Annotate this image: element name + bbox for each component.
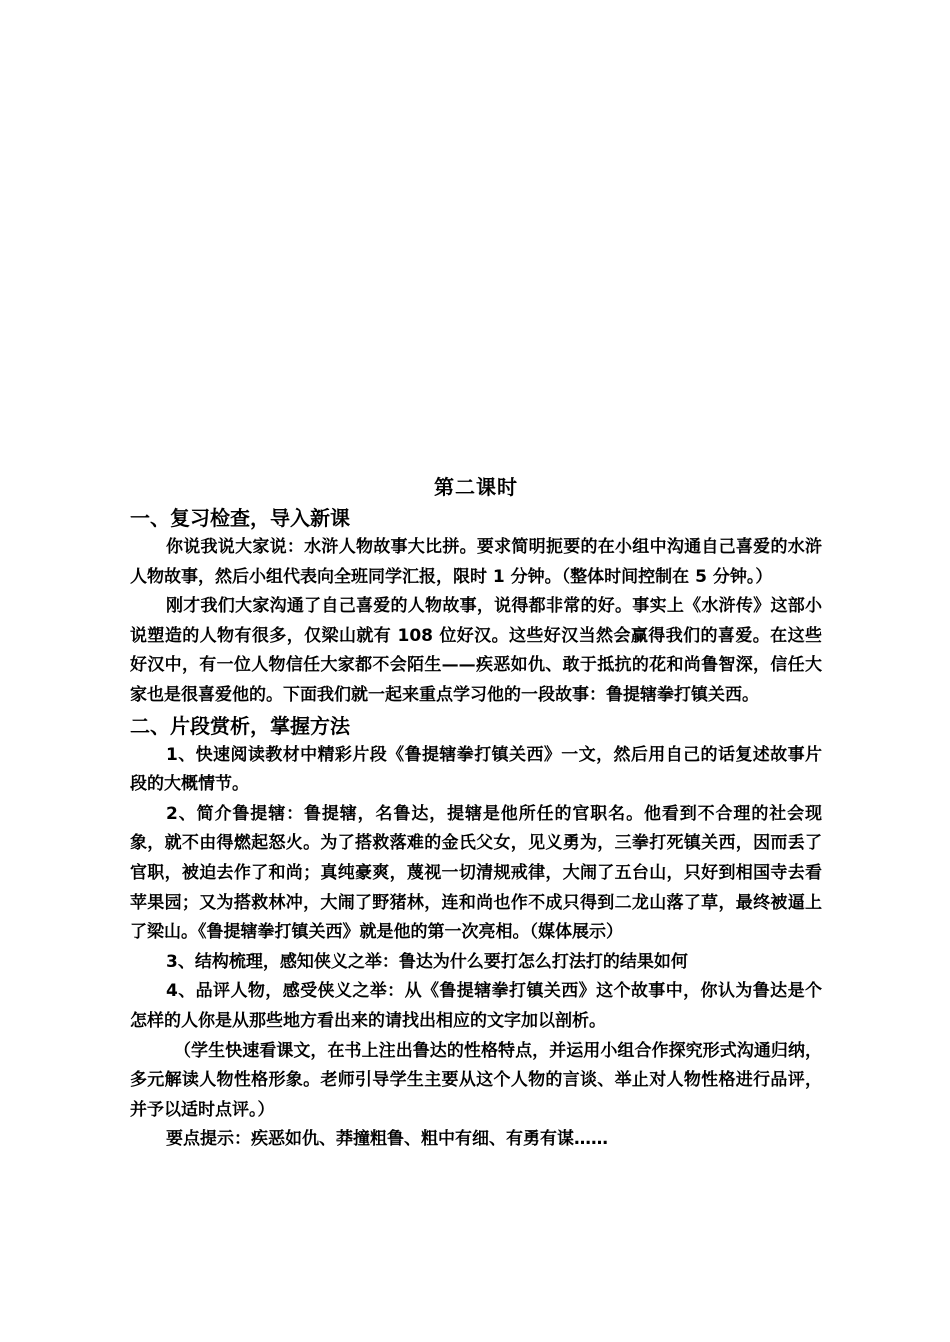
- section-2-paragraph-2: 2、简介鲁提辖：鲁提辖，名鲁达，提辖是他所任的官职名。他看到不合理的社会现象，就不由得燃起怒火。为了搭救落难的金氏父女，见义勇为，三拳打死镇关西，因而丢了官职，被迫去作了和尚；真纯豪爽，蔑视一切清规戒律，大闹了五台山，只好到相国寺去看苹果园；又为搭救林冲，大闹了野猪林，连和尚也作不成只得到二龙山落了草，最终被逼上了梁山。《鲁提辖拳打镇关西》就是他的第一次亮相。（媒体展示）: [130, 803, 822, 943]
- section-1-heading: 一、复习检查，导入新课: [130, 506, 350, 530]
- section-2-paragraph-1: 1、快速阅读教材中精彩片段《鲁提辖拳打镇关西》一文，然后用自己的话复述故事片段的大概情节。: [130, 744, 822, 795]
- section-2-heading: 二、片段赏析，掌握方法: [130, 713, 350, 738]
- section-2-paragraph-5: （学生快速看课文，在书上注出鲁达的性格特点，并运用小组合作探究形式沟通归纳，多元解读人物性格形象。老师引导学生主要从这个人物的言谈、举止对人物性格进行品评，并予以适时点评。）: [130, 1040, 822, 1120]
- lesson-title: 第二课时: [434, 475, 518, 499]
- section-2-paragraph-3: 3、结构梳理，感知侠义之举：鲁达为什么要打怎么打法打的结果如何: [166, 951, 688, 972]
- section-1-paragraph-2: 刚才我们大家沟通了自己喜爱的人物故事，说得都非常的好。事实上《水浒传》这部小说塑造的人物有很多，仅梁山就有 108 位好汉。这些好汉当然会赢得我们的喜爱。在这些好汉中，有一位人物信任大家都不会陌生——疾恶如仇、敢于抵抗的花和尚鲁智深，信任大家也是很喜爱他的。下面我们就一起来重点学习他的一段故事：鲁提辖拳打镇关西。: [130, 596, 822, 705]
- section-2-paragraph-6: 要点提示：疾恶如仇、莽撞粗鲁、粗中有细、有勇有谋……: [166, 1129, 608, 1150]
- document-body: [130, 473, 822, 1155]
- section-2-paragraph-4: 4、品评人物，感受侠义之举：从《鲁提辖拳打镇关西》这个故事中，你认为鲁达是个怎样的人你是从那些地方看出来的请找出相应的文字加以剖析。: [130, 981, 822, 1031]
- section-1-paragraph-1: 你说我说大家说：水浒人物故事大比拼。要求简明扼要的在小组中沟通自己喜爱的水浒人物故事，然后小组代表向全班同学汇报，限时 1 分钟。（整体时间控制在 5 分钟。）: [130, 537, 822, 587]
